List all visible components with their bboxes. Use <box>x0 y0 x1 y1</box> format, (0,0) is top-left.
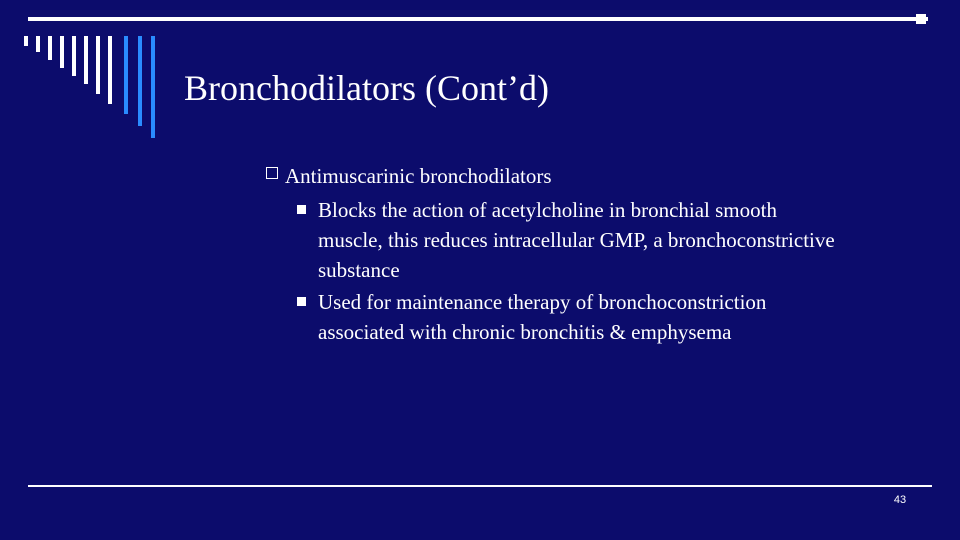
bullet-text: Antimuscarinic bronchodilators <box>285 164 552 188</box>
sub-bullet-text: Used for maintenance therapy of bronchoconstriction associated with chronic bronchitis & emphysema <box>318 290 767 344</box>
decorative-bar <box>48 36 52 60</box>
decorative-bar <box>138 36 142 126</box>
top-rule-end-square <box>916 14 926 24</box>
decorative-bar <box>72 36 76 76</box>
decorative-bar <box>36 36 40 52</box>
sub-bullet-text: Blocks the action of acetylcholine in bronchial smooth muscle, this reduces intracellular GMP, a bronchoconstrictive substance <box>318 198 835 282</box>
decorative-bars <box>0 0 160 150</box>
decorative-bar <box>108 36 112 104</box>
bottom-rule <box>28 485 932 487</box>
filled-square-bullet-icon <box>297 205 306 214</box>
top-rule <box>28 17 928 21</box>
filled-square-bullet-icon <box>297 297 306 306</box>
slide-title: Bronchodilators (Cont’d) <box>184 68 549 108</box>
decorative-bar <box>151 36 155 138</box>
decorative-bar <box>24 36 28 46</box>
decorative-bar <box>60 36 64 68</box>
decorative-bar <box>124 36 128 114</box>
page-number: 43 <box>893 494 907 506</box>
decorative-bar <box>84 36 88 84</box>
decorative-bar <box>96 36 100 94</box>
hollow-square-bullet-icon <box>266 167 278 179</box>
